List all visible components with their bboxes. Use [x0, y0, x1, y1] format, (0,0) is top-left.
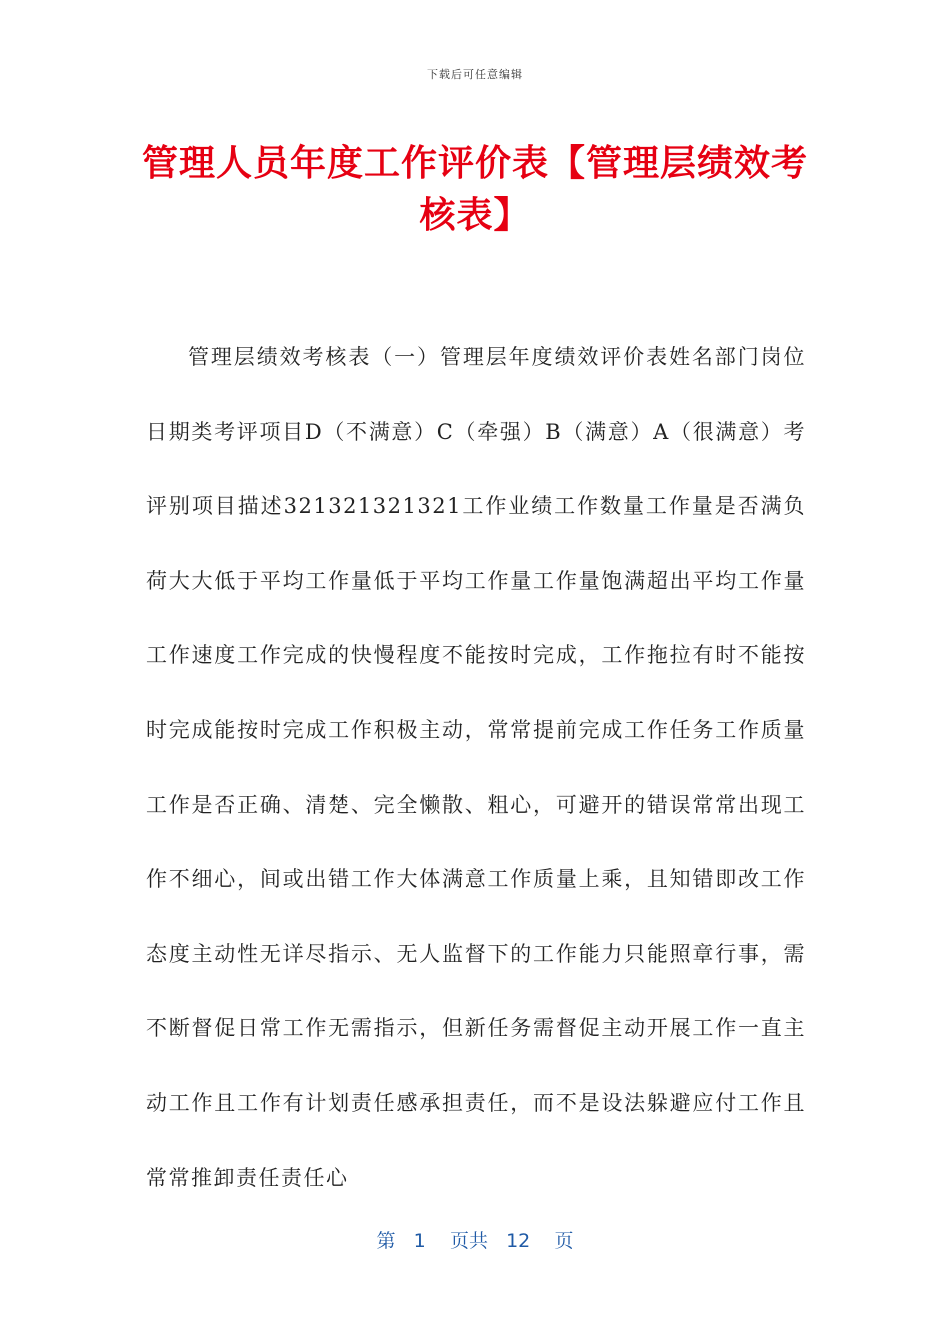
- page-footer: [0, 1226, 950, 1253]
- total-pages-number: 12: [506, 1230, 531, 1252]
- current-page-number: 1: [413, 1230, 426, 1252]
- page-suffix: 页: [554, 1230, 574, 1252]
- page-prefix: 第: [376, 1230, 396, 1252]
- document-body: 管理层绩效考核表（一）管理层年度绩效评价表姓名部门岗位日期类考评项目D（不满意）C（牵强）B（满意）A（很满意）考评别项目描述321321321321工作业绩工作数量工作量是否满负荷大大低于平均工作量低于平均工作量工作量饱满超出平均工作量工作速度工作完成的快慢程度不能按时完成，工作拖拉有时不能按时完成能按时完成工作积极主动，常常提前完成工作任务工作质量工作是否正确、清楚、完全懒散、粗心，可避开的错误常常出现工作不细心，间或出错工作大体满意工作质量上乘，且知错即改工作态度主动性无详尽指示、无人监督下的工作能力只能照章行事，需不断督促日常工作无需指示，但新任务需督促主动开展工作一直主动工作且工作有计划责任感承担责任，而不是设法躲避应付工作且常常推卸责任责任心: [146, 345, 806, 1190]
- document-title: 管理人员年度工作评价表【管理层绩效考核表】: [141, 143, 808, 236]
- header-note: 下载后可任意编辑: [427, 68, 523, 81]
- page-mid-text: 页共: [449, 1230, 488, 1252]
